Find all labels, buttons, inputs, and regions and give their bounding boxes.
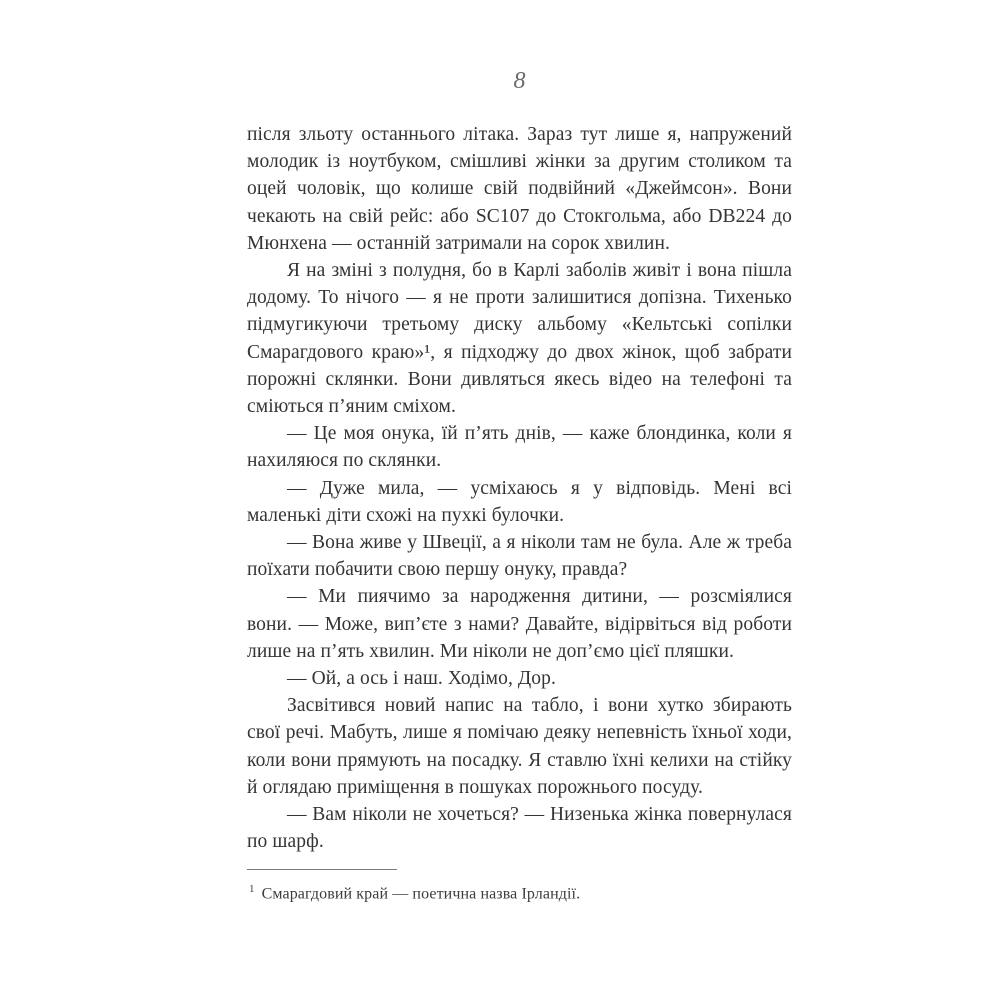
paragraph: — Ми пиячимо за народження дитини, — розсміялися вони. — Може, вип’єте з нами? Давайте, відірвіться від роботи лише на п’ять хвилин. Ми ніколи не доп’ємо цієї пляшки. — [247, 586, 792, 662]
page-number: 8 — [513, 68, 526, 94]
footnote-divider — [247, 869, 397, 870]
paragraph: Я на зміні з полудня, бо в Карлі заболів живіт і вона пішла додому. То нічого — я не проти залишитися допізна. Тихенько підмугикуючи третьому диску альбому «Кельтські сопілки Смарагдового краю»¹, я підходжу до двох жінок, щоб забрати порожні склянки. Вони дивляться якесь відео на телефоні та сміються п’яним сміхом. — [247, 260, 792, 418]
paragraph: Засвітився новий напис на табло, і вони хутко збирають свої речі. Мабуть, лише я помічаю деяку непевність їхньої ходи, коли вони прямують на посадку. Я ставлю їхні келихи на стійку й оглядаю приміщення в пошуках порожнього посуду. — [247, 695, 792, 798]
paragraph: після зльоту останнього літака. Зараз тут лише я, напружений молодик із ноутбуком, смішливі жінки за другим столиком та оцей чоловік, що колише свій подвійний «Джеймсон». Вони чекають на свій рейс: або SC107 до Стокгольма, або DB224 до Мюнхена — останній затримали на сорок хвилин. — [247, 124, 792, 254]
paragraph: — Вам ніколи не хочеться? — Низенька жінка повернулася по шарф. — [247, 804, 792, 853]
paragraph: — Дуже мила, — усміхаюсь я у відповідь. Мені всі маленькі діти схожі на пухкі булочки. — [247, 477, 792, 526]
footnote-text — [247, 879, 792, 904]
paragraph: — Ой, а ось і наш. Ходімо, Дор. — [287, 668, 556, 690]
footnote-marker: 1 — [249, 883, 255, 896]
footnote — [247, 869, 792, 904]
footnote-body: Смарагдовий край — поетична назва Ірландії. — [261, 885, 581, 903]
text-block — [247, 121, 792, 905]
paragraph: — Це моя онука, їй п’ять днів, — каже блондинка, коли я нахиляюся по склянки. — [247, 423, 792, 472]
paragraph: — Вона живе у Швеції, а я ніколи там не була. Але ж треба поїхати побачити свою першу онуку, правда? — [247, 532, 792, 581]
